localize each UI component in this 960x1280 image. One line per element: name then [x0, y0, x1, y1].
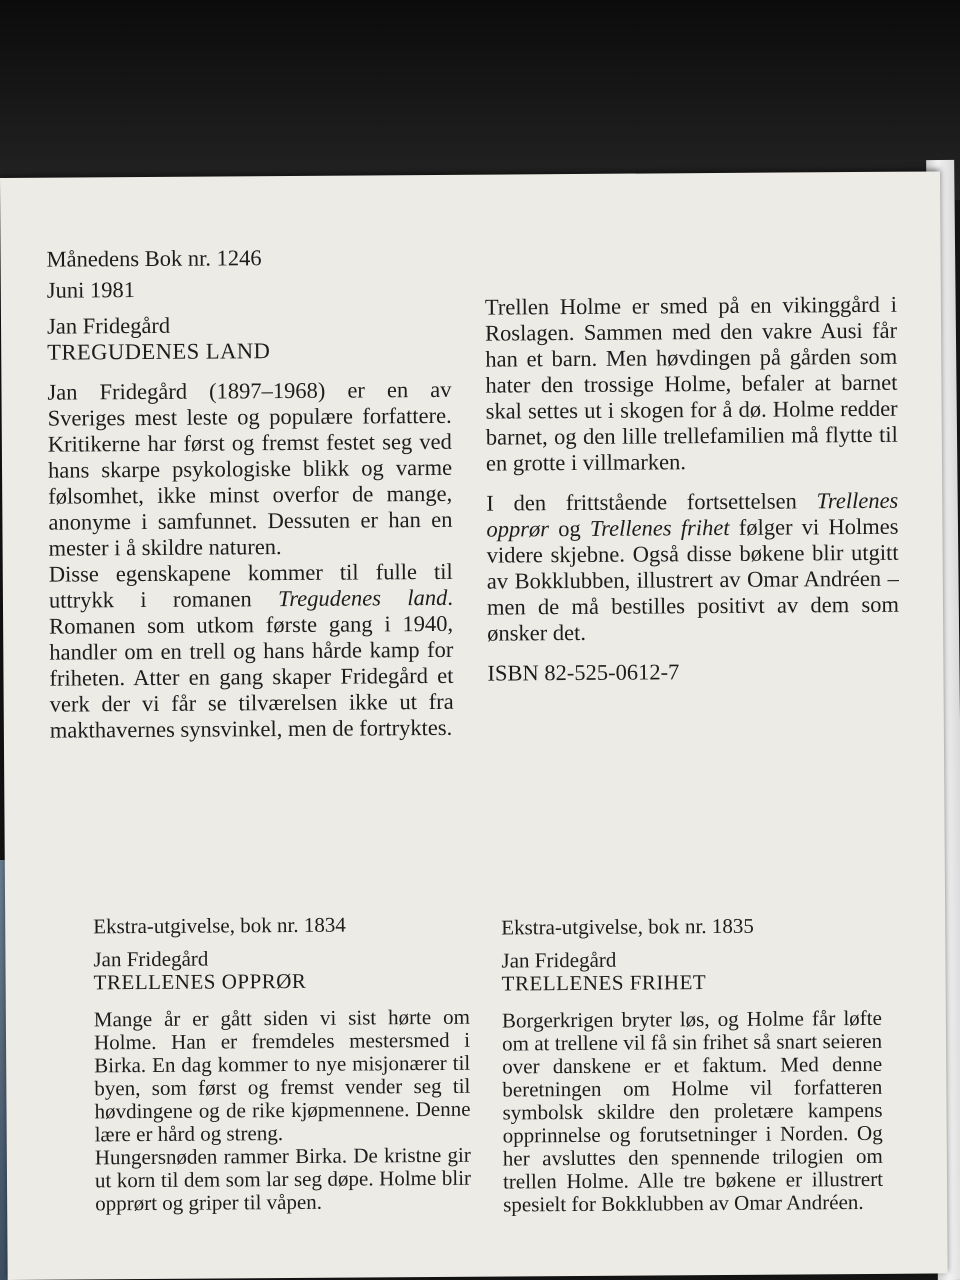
book1-series-line: Månedens Bok nr. 1246 — [46, 245, 262, 272]
book3-column — [501, 914, 883, 1217]
book2-series-line: Ekstra-utgivelse, bok nr. 1834 — [93, 912, 346, 939]
book2-title: TRELLENES OPPRØR — [93, 968, 307, 995]
book2-column — [93, 913, 471, 1216]
book2-title-reference: Trellenes opprør — [486, 487, 899, 542]
book1-right-column-text — [485, 292, 900, 687]
book-flap-page — [0, 171, 948, 1280]
isbn: ISBN 82-525-0612-7 — [487, 659, 680, 686]
book1-paragraph-3: Trellen Holme er smed på en vikinggård i Roslagen. Sammen med den vakre Ausi får han et barn. Men høvdingen på gården som hater den trossige Holme, befaler at barnet skal settes ut i skogen for å dø. Holme redder barnet, og den lille trellefamilien må flytte til en grotte i villmarken. — [484, 291, 898, 476]
book1-paragraph-2: Disse egenskapene kommer til fulle til uttrykk i romanen Tregudenes land. Romanen som utkom første gang i 1940, handler om en trell og hans hårde kamp for friheten. Atter en gang skaper Fridegård et verk der vi får se tilværelsen ikke ut fra makthavernes synsvinkel, men de fortryktes. — [48, 558, 454, 743]
book1-author: Jan Fridegård — [46, 312, 171, 339]
book3-series-line: Ekstra-utgivelse, bok nr. 1835 — [501, 913, 754, 940]
book1-left-column — [46, 241, 453, 744]
book1-paragraph-4: I den frittstående fortsettelsen Trellenes opprør og Trellenes frihet følger vi Holmes videre skjebne. Også disse bøkene blir utgitt av Bokklubben, illustrert av Omar Andréen – men de må bestilles positivt av dem som ønsker det. — [486, 487, 900, 646]
book2-paragraph-1: Mange år er gått siden vi sist hørte om Holme. Han er fremdeles mestersmed i Birka. En dag kommer to nye misjonærer til byen, som først og fremst vender seg til høvdingene og de rike kjøpmennene. Denne lære er hård og streng. — [93, 1004, 471, 1147]
book3-author: Jan Fridegård — [501, 947, 617, 973]
book2-author: Jan Fridegård — [93, 946, 209, 972]
book2-paragraph-2: Hungersnøden rammer Birka. De kristne gir ut korn til dem som lar seg døpe. Holme blir opprørt og griper til våpen. — [94, 1142, 472, 1216]
book3-title-reference: Trellenes frihet — [589, 514, 730, 541]
book3-title: TRELLENES FRIHET — [501, 970, 707, 996]
book1-paragraph-1: Jan Fridegård (1897–1968) er en av Sveriges mest leste og populære forfattere. Kritikerne har først og fremst festet seg ved hans skarpe psykologiske blikk og varme følsomhet, ikke minst overfor de mange, anonyme i samfunnet. Dessuten er han en mester i å skildre naturen. — [47, 376, 453, 561]
dark-background — [0, 0, 960, 200]
book3-paragraph-1: Borgerkrigen bryter løs, og Holme får løfte om at trellene vil få sin frihet så snart seieren over danskene er et faktum. Med denne beretningen om Holme vil forfatteren symbolsk skildre den proletære kampens opprinnelse og forutsetninger i Norden. Og her avsluttes den spennende trilogien om trellen Holme. Alle tre bøkene er illustrert spesielt for Bokklubben av Omar Andréen. — [501, 1005, 884, 1217]
book1-title-reference: Tregudenes land — [277, 584, 448, 612]
book1-title: TREGUDENES LAND — [47, 338, 271, 365]
book1-date-line: Juni 1981 — [46, 277, 136, 303]
